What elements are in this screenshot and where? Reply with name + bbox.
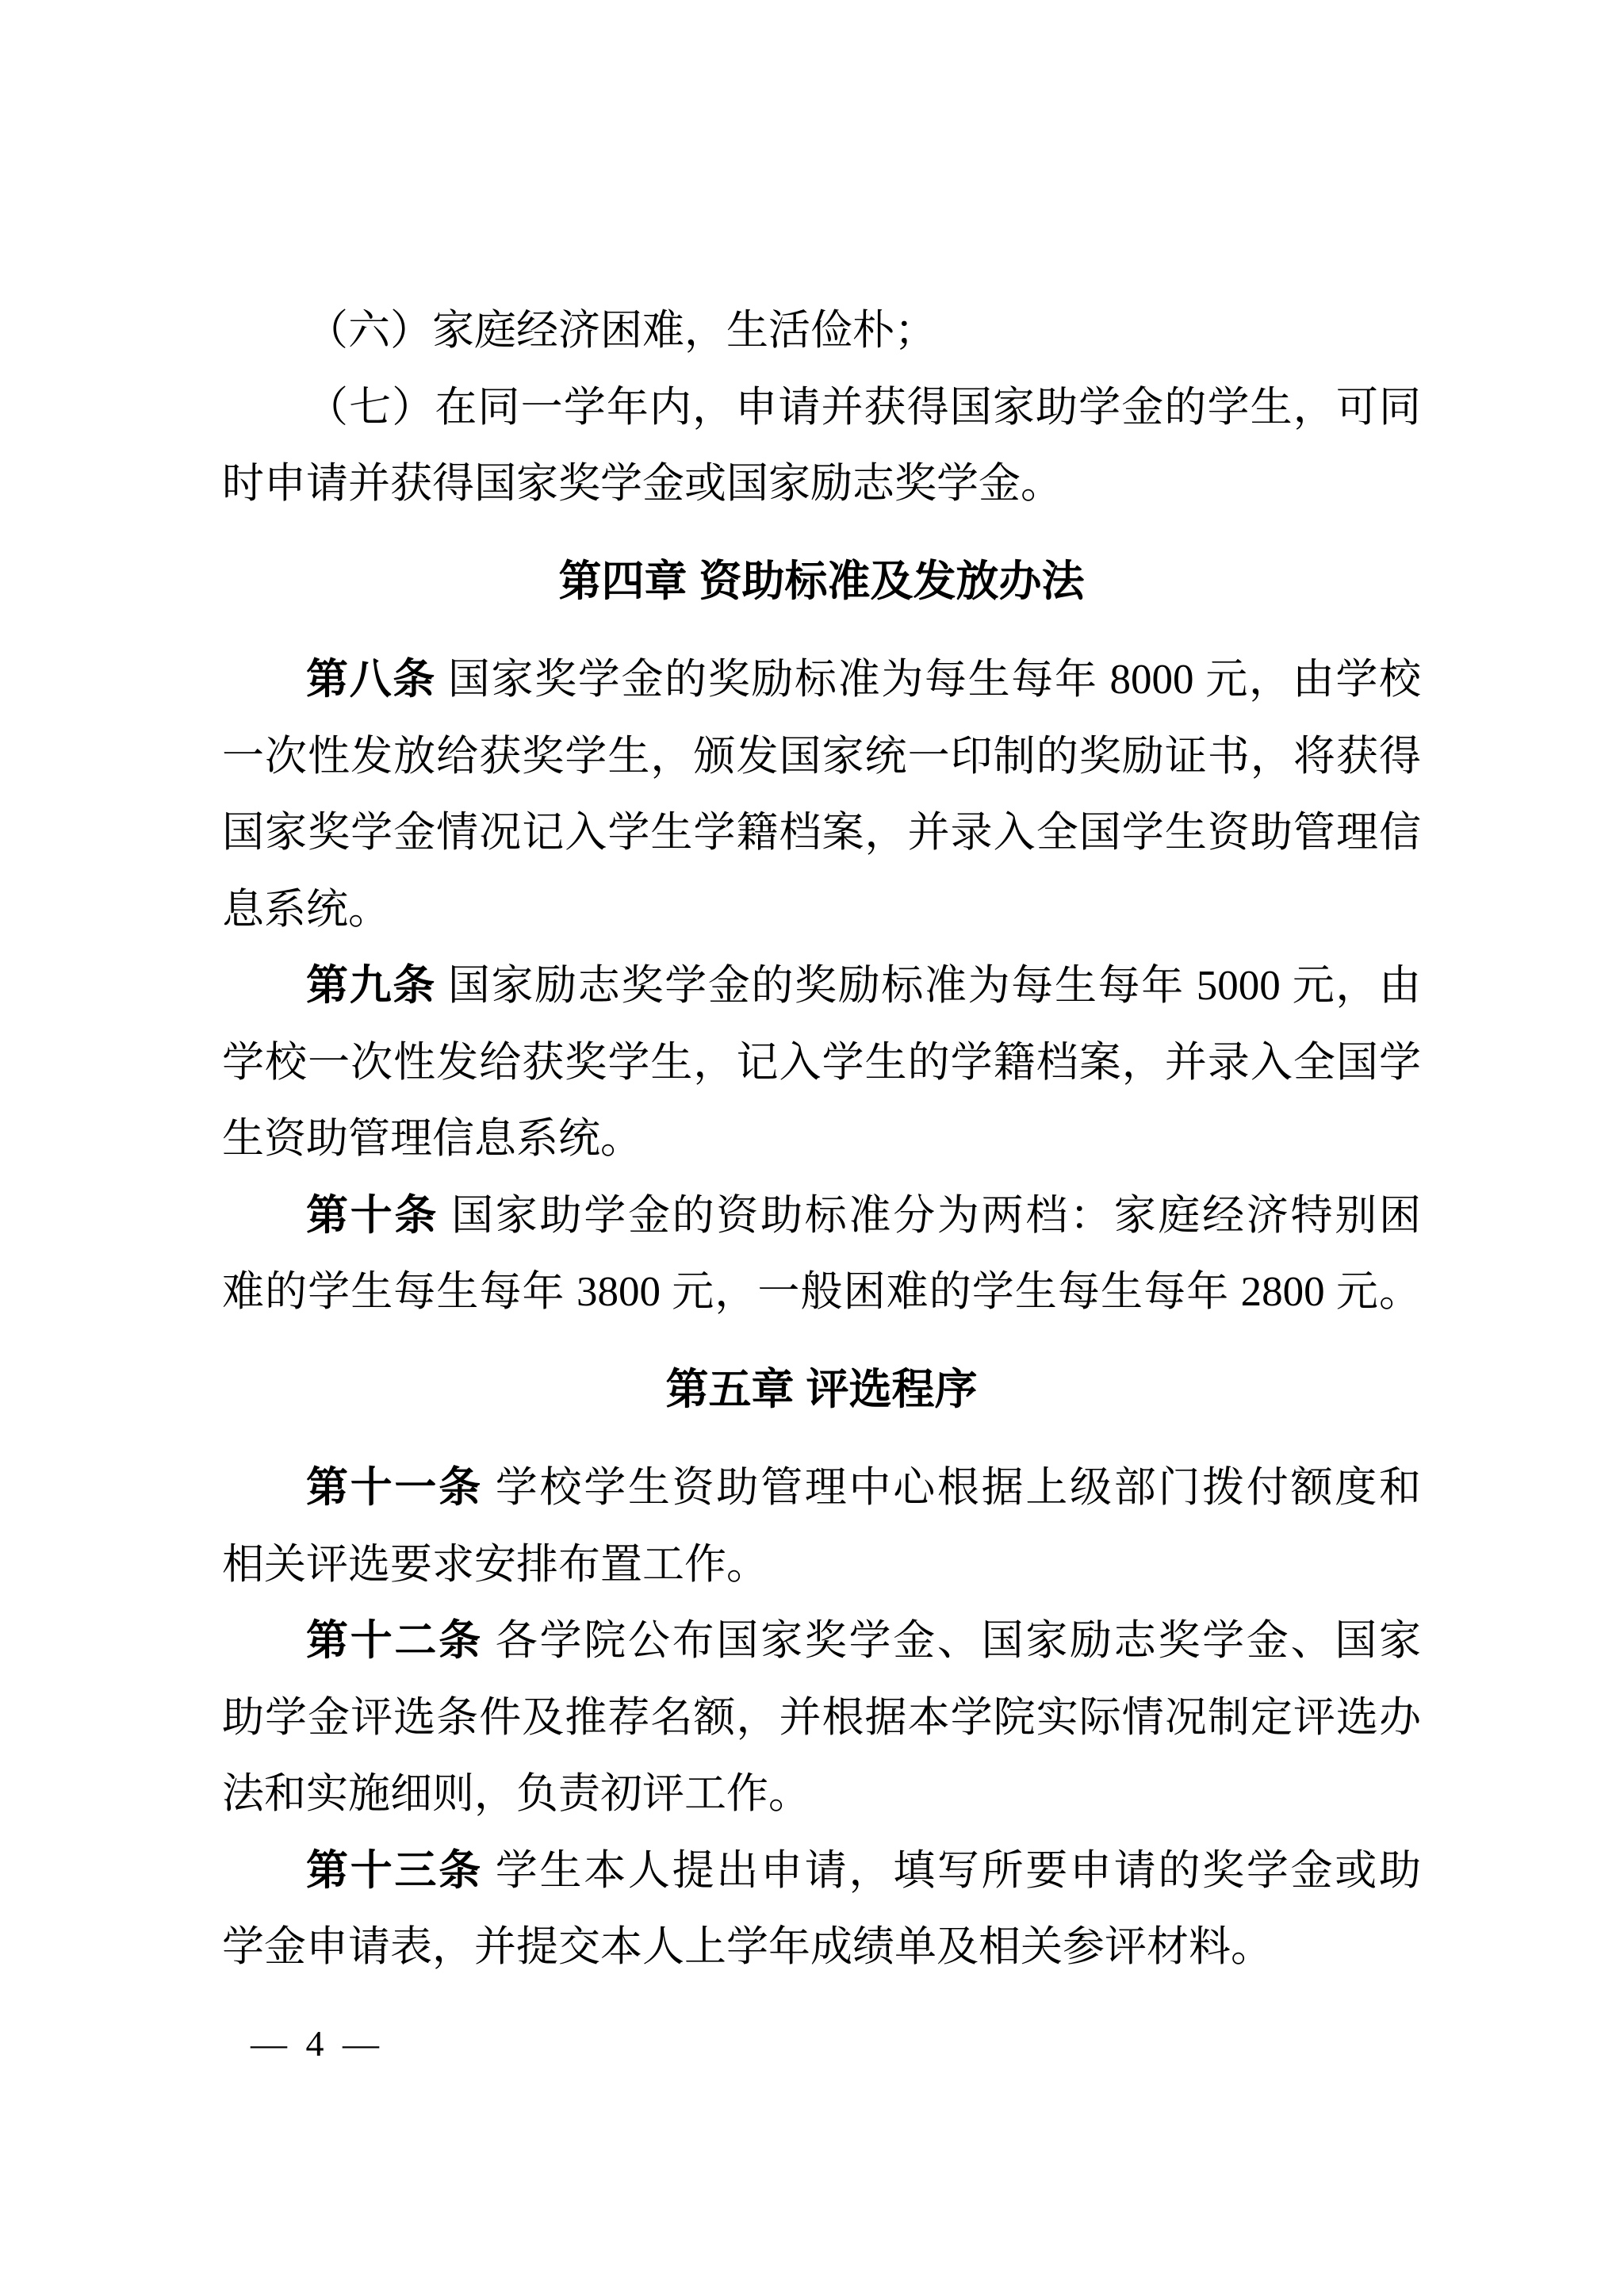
text-line — [222, 1527, 1421, 1604]
text-line — [222, 370, 1421, 447]
text-line — [222, 1603, 1421, 1680]
text-segment: 国家助学金的资助标准分为两档：家庭经济特别困 — [439, 1192, 1422, 1239]
text-segment: 国家励志奖学金的奖励标准为每生每年 5000 元，由 — [435, 963, 1422, 1009]
text-line — [222, 293, 1421, 370]
article-number: 第十条 — [306, 1192, 439, 1239]
page-number: — 4 — — [251, 2023, 384, 2064]
text-segment: 国家奖学金的奖励标准为每生每年 8000 元，由学校 — [435, 657, 1422, 703]
text-segment: 第四章 资助标准及发放办法 — [558, 557, 1085, 605]
chapter-heading — [222, 543, 1421, 620]
text-segment: 息系统。 — [222, 886, 390, 933]
text-segment: 各学院公布国家奖学金、国家励志奖学金、国家 — [482, 1618, 1422, 1664]
text-segment: 难的学生每生每年 3800 元，一般困难的学生每生每年 2800 元。 — [222, 1269, 1421, 1315]
text-line — [222, 1254, 1421, 1331]
text-segment: 助学金评选条件及推荐名额，并根据本学院实际情况制定评选办 — [222, 1694, 1421, 1741]
text-line — [222, 1178, 1421, 1255]
text-segment: （六）家庭经济困难，生活俭朴； — [306, 308, 936, 354]
article-number: 第九条 — [306, 963, 436, 1009]
text-line — [222, 1909, 1421, 1986]
article-number: 第十三条 — [306, 1847, 483, 1894]
text-line — [222, 1025, 1421, 1102]
article-number: 第十一条 — [306, 1465, 483, 1511]
text-line — [222, 948, 1421, 1025]
document-body — [222, 293, 1421, 1986]
text-line — [222, 1101, 1421, 1178]
text-segment: 相关评选要求安排布置工作。 — [222, 1541, 768, 1588]
text-line — [222, 1756, 1421, 1833]
text-segment: 学校学生资助管理中心根据上级部门拨付额度和 — [482, 1465, 1422, 1511]
text-segment: 法和实施细则，负责初评工作。 — [222, 1771, 810, 1817]
text-segment: 第五章 评选程序 — [665, 1365, 978, 1413]
text-segment: 学校一次性发给获奖学生，记入学生的学籍档案，并录入全国学 — [222, 1039, 1421, 1086]
text-line — [222, 795, 1421, 872]
text-line — [222, 1450, 1421, 1527]
text-line — [222, 1833, 1421, 1910]
text-line — [222, 446, 1421, 523]
chapter-heading — [222, 1351, 1421, 1428]
text-segment: 一次性发放给获奖学生，颁发国家统一印制的奖励证书，将获得 — [222, 733, 1421, 780]
text-segment: 学金申请表，并提交本人上学年成绩单及相关参评材料。 — [222, 1924, 1273, 1970]
article-number: 第十二条 — [306, 1618, 483, 1664]
text-line — [222, 719, 1421, 795]
article-number: 第八条 — [306, 657, 436, 703]
text-segment: 生资助管理信息系统。 — [222, 1116, 642, 1162]
text-line — [222, 1680, 1421, 1757]
text-segment: 国家奖学金情况记入学生学籍档案，并录入全国学生资助管理信 — [222, 810, 1421, 856]
text-line — [222, 642, 1421, 719]
text-line — [222, 872, 1421, 949]
text-segment: 时申请并获得国家奖学金或国家励志奖学金。 — [222, 461, 1063, 507]
text-segment: （七）在同一学年内，申请并获得国家助学金的学生，可同 — [306, 384, 1421, 431]
text-segment: 学生本人提出申请，填写所要申请的奖学金或助 — [482, 1847, 1422, 1894]
